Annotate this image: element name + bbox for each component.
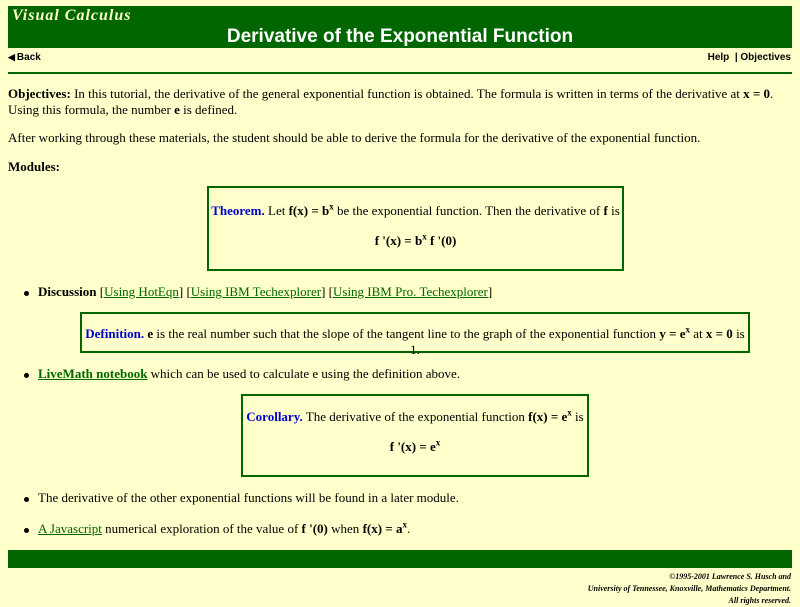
back-link[interactable]: ◀ Back	[8, 52, 41, 63]
rights-line: All rights reserved.	[728, 596, 791, 605]
top-divider	[8, 72, 792, 74]
bullet-icon	[24, 373, 29, 378]
theorem-statement: Theorem. Let $f(x) = b^x$ be the exponential function. Then the derivative of f is	[211, 201, 620, 218]
site-logo: Visual Calculus	[12, 7, 132, 24]
page-header	[8, 6, 792, 48]
footer-bar	[8, 550, 792, 568]
bullet-icon	[24, 497, 29, 502]
modules-heading: Modules:	[8, 159, 60, 174]
corollary-box	[241, 394, 589, 477]
bullet-icon	[24, 528, 29, 533]
definition-box	[80, 312, 750, 357]
pro-techexplorer-link[interactable]: Using IBM Pro. Techexplorer	[333, 284, 488, 299]
copyright-footer	[588, 571, 791, 607]
theorem-formula: f '$(x) = b^x$ f '(0)	[374, 231, 457, 248]
copyright-line: ©1995-2001 Lawrence S. Husch and	[669, 572, 791, 581]
back-arrow-icon: ◀	[8, 52, 15, 62]
bullet-icon	[24, 291, 29, 296]
hoteqn-link[interactable]: Using HotEqn	[104, 284, 179, 299]
definition-statement: Definition. e is the real number such that the slope of the tangent line to the graph of the exponential function $y = e^x$ at x = 0 is 1.	[85, 324, 745, 357]
outcome-paragraph: After working through these materials, the student should be able to derive the formula for the derivative of the exponential function.	[8, 130, 701, 145]
top-right-nav	[708, 52, 791, 63]
livemath-link[interactable]: LiveMath notebook	[38, 366, 148, 381]
corollary-formula: f '$(x) = e^x$	[389, 437, 441, 454]
page-title: Derivative of the Exponential Function	[226, 26, 574, 47]
objectives-link[interactable]: | Objectives	[734, 52, 791, 63]
help-link[interactable]: Help	[707, 52, 730, 63]
back-nav[interactable]	[8, 52, 41, 63]
objectives-paragraph: Objectives: In this tutorial, the derivative of the general exponential function is obtained. The formula is written in terms of the derivative at x = 0. Using this formula, the number e is defined.	[8, 86, 774, 117]
university-line: University of Tennessee, Knoxville, Mathematics Department.	[587, 584, 791, 593]
techexplorer-link[interactable]: Using IBM Techexplorer	[190, 284, 322, 299]
theorem-box	[207, 186, 624, 271]
javascript-link[interactable]: A Javascript	[38, 521, 102, 536]
corollary-statement: Corollary. The derivative of the exponential function $f(x) = e^x$ is	[246, 407, 584, 424]
